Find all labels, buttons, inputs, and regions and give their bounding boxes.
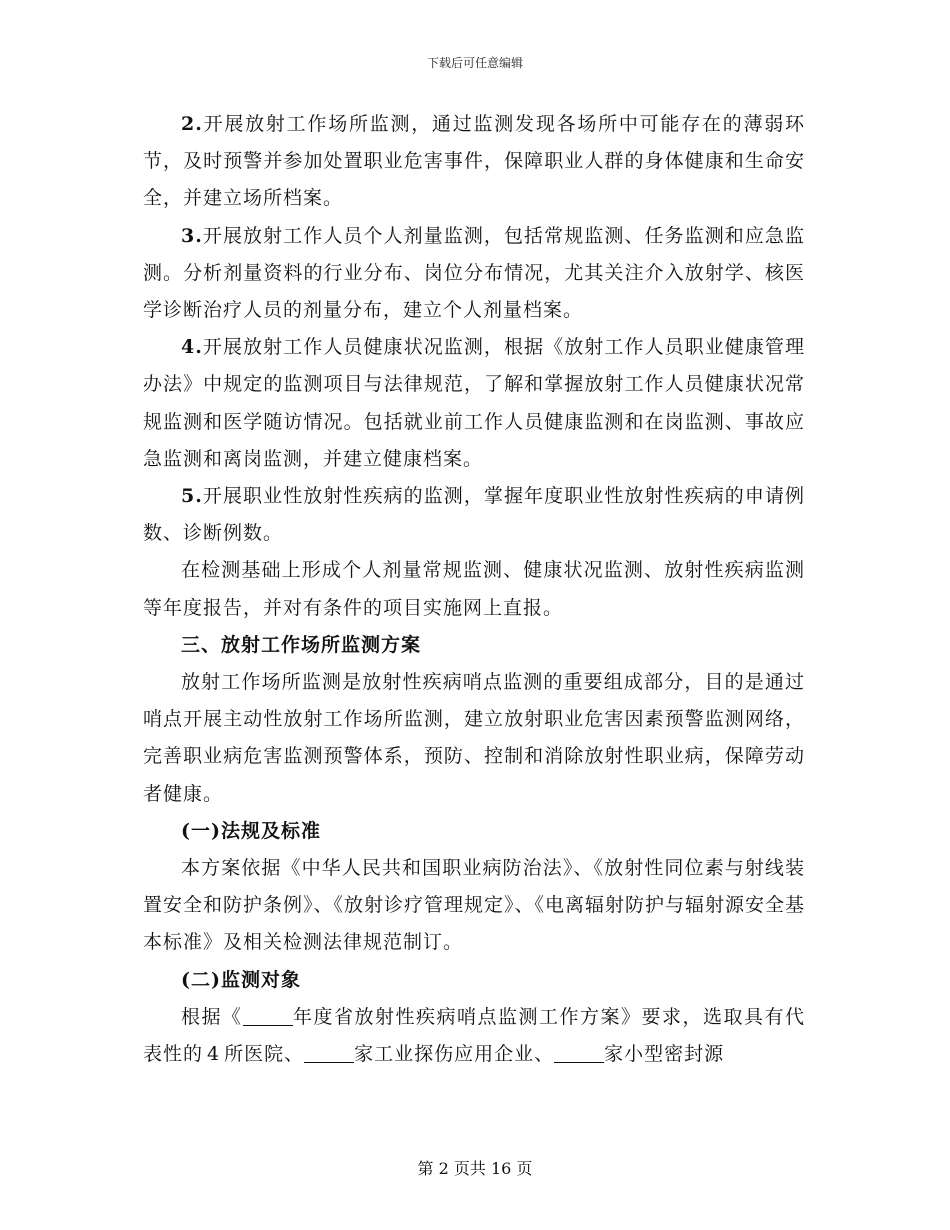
list-item-5 bbox=[143, 478, 805, 552]
section-heading: 三、放射工作场所监测方案 bbox=[181, 633, 422, 656]
fill-blank bbox=[304, 1043, 354, 1063]
item-text: 开展放射工作人员健康状况监测，根据《放射工作人员职业健康管理办法》中规定的监测项目与法律规范，了解和掌握放射工作人员健康状况常规监测和医学随访情况。包括就业前工作人员健康监测和在岗监测、事故应急监测和离岗监测，并建立健康档案。 bbox=[143, 336, 805, 470]
hospital-count: 4 bbox=[207, 1043, 221, 1066]
item-number: 2. bbox=[181, 113, 203, 135]
document-body bbox=[143, 106, 805, 1073]
item-number: 4. bbox=[181, 336, 203, 359]
page-footer: 第 2 页共 16 页 bbox=[417, 1159, 533, 1178]
text-fragment: 年度省放射性疾病哨点监测工作方案》要求，选取具有代表性的 bbox=[143, 1005, 805, 1066]
item-number: 3. bbox=[181, 224, 203, 247]
list-item-3 bbox=[143, 218, 805, 330]
section-intro: 放射工作场所监测是放射性疾病哨点监测的重要组成部分，目的是通过哨点开展主动性放射工作场所监测，建立放射职业危害因素预警监测网络，完善职业病危害监测预警体系，预防、控制和消除放射性职业病，保障劳动者健康。 bbox=[143, 671, 805, 805]
summary-paragraph: 在检测基础上形成个人剂量常规监测、健康状况监测、放射性疾病监测等年度报告，并对有条件的项目实施网上直报。 bbox=[143, 559, 805, 619]
item-text: 开展职业性放射性疾病的监测，掌握年度职业性放射性疾病的申请例数、诊断例数。 bbox=[143, 485, 805, 545]
subsection-heading-1: (一)法规及标准 bbox=[181, 819, 321, 842]
fill-blank bbox=[243, 1006, 293, 1026]
text-fragment: 根据《 bbox=[181, 1005, 243, 1028]
list-item-4 bbox=[143, 329, 805, 478]
page-header: 下载后可任意编辑 bbox=[426, 56, 523, 70]
subsection-text-1: 本方案依据《中华人民共和国职业病防治法》、《放射性同位素与射线装置安全和防护条例》、《放射诊疗管理规定》、《电离辐射防护与辐射源安全基本标准》及相关检测法律规范制订。 bbox=[143, 857, 806, 954]
list-item-2 bbox=[143, 106, 805, 218]
text-fragment: 家小型密封源 bbox=[604, 1043, 725, 1066]
subsection-text-2 bbox=[143, 999, 805, 1073]
text-fragment: 所医院、 bbox=[224, 1043, 305, 1066]
text-fragment: 家工业探伤应用企业、 bbox=[354, 1043, 555, 1066]
item-number: 5. bbox=[181, 485, 203, 508]
subsection-heading-2: (二)监测对象 bbox=[181, 968, 301, 991]
fill-blank bbox=[554, 1043, 604, 1063]
item-text: 开展放射工作场所监测，通过监测发现各场所中可能存在的薄弱环节，及时预警并参加处置职业危害事件，保障职业人群的身体健康和生命安全，并建立场所档案。 bbox=[143, 113, 805, 210]
item-text: 开展放射工作人员个人剂量监测，包括常规监测、任务监测和应急监测。分析剂量资料的行业分布、岗位分布情况，尤其关注介入放射学、核医学诊断治疗人员的剂量分布，建立个人剂量档案。 bbox=[143, 224, 805, 322]
